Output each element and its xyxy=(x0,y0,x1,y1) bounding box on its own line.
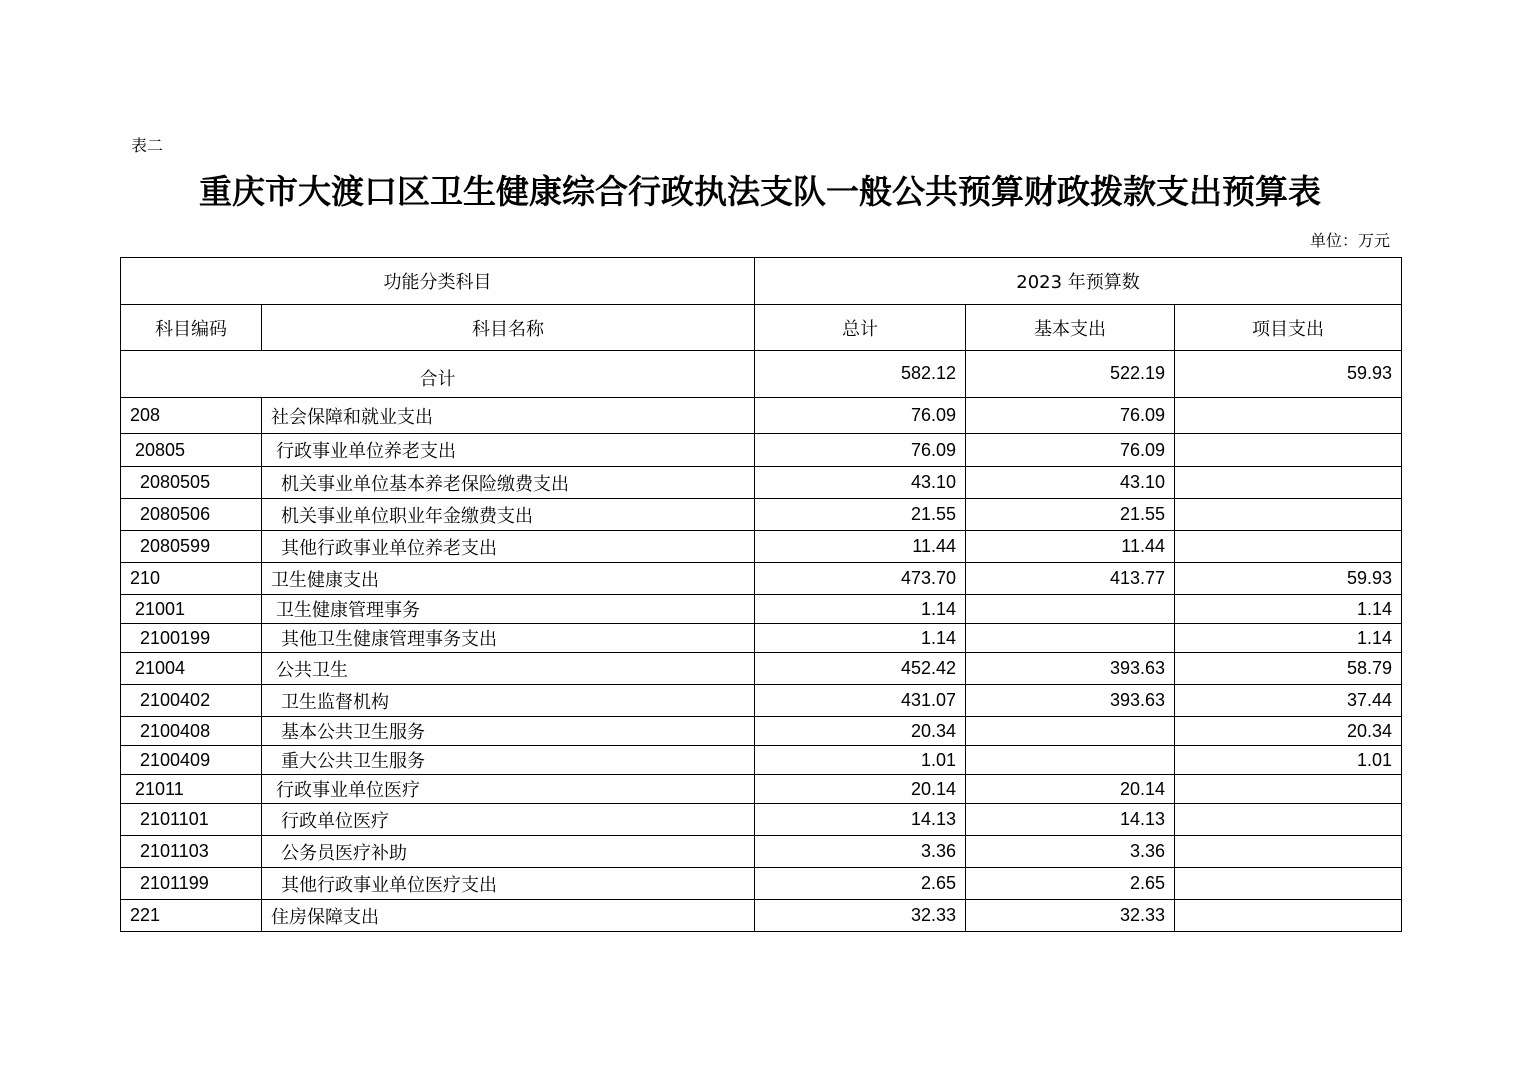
table-row xyxy=(121,804,1402,836)
cell-basic: 14.13 xyxy=(966,804,1175,836)
cell-basic xyxy=(966,717,1175,746)
cell-code: 21004 xyxy=(121,653,262,685)
cell-name: 卫生健康支出 xyxy=(262,563,755,595)
cell-basic: 11.44 xyxy=(966,531,1175,563)
cell-code: 2101101 xyxy=(121,804,262,836)
cell-code: 2080599 xyxy=(121,531,262,563)
cell-basic: 20.14 xyxy=(966,775,1175,804)
cell-basic: 76.09 xyxy=(966,434,1175,467)
cell-total: 76.09 xyxy=(755,434,966,467)
cell-name: 公务员医疗补助 xyxy=(262,836,755,868)
cell-code: 2100409 xyxy=(121,746,262,775)
cell-code: 210 xyxy=(121,563,262,595)
cell-code: 21001 xyxy=(121,595,262,624)
cell-basic: 32.33 xyxy=(966,900,1175,932)
cell-project xyxy=(1175,804,1402,836)
cell-name: 行政事业单位医疗 xyxy=(262,775,755,804)
cell-project: 58.79 xyxy=(1175,653,1402,685)
cell-code: 221 xyxy=(121,900,262,932)
cell-project: 59.93 xyxy=(1175,563,1402,595)
group-header-budget-year: 2023 年预算数 xyxy=(755,258,1402,305)
cell-basic: 413.77 xyxy=(966,563,1175,595)
table-row xyxy=(121,775,1402,804)
cell-project: 37.44 xyxy=(1175,685,1402,717)
column-header-total: 总计 xyxy=(755,305,966,351)
column-header-project: 项目支出 xyxy=(1175,305,1402,351)
cell-project: 20.34 xyxy=(1175,717,1402,746)
cell-code: 208 xyxy=(121,398,262,434)
cell-name: 卫生监督机构 xyxy=(262,685,755,717)
table-label: 表二 xyxy=(131,136,164,155)
cell-name: 其他行政事业单位养老支出 xyxy=(262,531,755,563)
cell-total: 20.34 xyxy=(755,717,966,746)
cell-name: 其他行政事业单位医疗支出 xyxy=(262,868,755,900)
table-row xyxy=(121,595,1402,624)
group-header-function-category: 功能分类科目 xyxy=(121,258,755,305)
cell-total: 1.14 xyxy=(755,595,966,624)
cell-code: 2100199 xyxy=(121,624,262,653)
cell-total: 32.33 xyxy=(755,900,966,932)
cell-name: 行政事业单位养老支出 xyxy=(262,434,755,467)
cell-code: 2101103 xyxy=(121,836,262,868)
cell-basic: 43.10 xyxy=(966,467,1175,499)
cell-project: 1.14 xyxy=(1175,595,1402,624)
cell-code: 21011 xyxy=(121,775,262,804)
cell-basic: 3.36 xyxy=(966,836,1175,868)
table-row xyxy=(121,467,1402,499)
cell-total: 20.14 xyxy=(755,775,966,804)
cell-name: 公共卫生 xyxy=(262,653,755,685)
cell-code: 20805 xyxy=(121,434,262,467)
table-row xyxy=(121,868,1402,900)
cell-total: 21.55 xyxy=(755,499,966,531)
table-row xyxy=(121,398,1402,434)
cell-basic: 76.09 xyxy=(966,398,1175,434)
cell-name: 行政单位医疗 xyxy=(262,804,755,836)
cell-total: 76.09 xyxy=(755,398,966,434)
budget-table xyxy=(120,257,1402,932)
table-row xyxy=(121,746,1402,775)
cell-project xyxy=(1175,775,1402,804)
cell-project xyxy=(1175,398,1402,434)
cell-name: 机关事业单位基本养老保险缴费支出 xyxy=(262,467,755,499)
cell-project xyxy=(1175,531,1402,563)
cell-total: 14.13 xyxy=(755,804,966,836)
column-header-code: 科目编码 xyxy=(121,305,262,351)
table-row xyxy=(121,836,1402,868)
cell-project xyxy=(1175,499,1402,531)
cell-code: 2080505 xyxy=(121,467,262,499)
table-row xyxy=(121,624,1402,653)
cell-basic: 21.55 xyxy=(966,499,1175,531)
cell-project xyxy=(1175,434,1402,467)
cell-basic xyxy=(966,624,1175,653)
table-row xyxy=(121,499,1402,531)
column-header-basic: 基本支出 xyxy=(966,305,1175,351)
summary-label: 合计 xyxy=(121,351,755,398)
table-row xyxy=(121,685,1402,717)
cell-total: 43.10 xyxy=(755,467,966,499)
column-header-row xyxy=(121,305,1402,351)
cell-name: 机关事业单位职业年金缴费支出 xyxy=(262,499,755,531)
cell-total: 1.14 xyxy=(755,624,966,653)
cell-name: 重大公共卫生服务 xyxy=(262,746,755,775)
unit-label: 单位：万元 xyxy=(1309,231,1390,250)
table-row xyxy=(121,900,1402,932)
cell-name: 社会保障和就业支出 xyxy=(262,398,755,434)
cell-basic: 393.63 xyxy=(966,653,1175,685)
cell-project xyxy=(1175,467,1402,499)
summary-row xyxy=(121,351,1402,398)
cell-total: 3.36 xyxy=(755,836,966,868)
cell-total: 473.70 xyxy=(755,563,966,595)
cell-name: 卫生健康管理事务 xyxy=(262,595,755,624)
cell-total: 2.65 xyxy=(755,868,966,900)
cell-name: 其他卫生健康管理事务支出 xyxy=(262,624,755,653)
cell-project xyxy=(1175,836,1402,868)
budget-table-body xyxy=(121,258,1402,932)
cell-code: 2101199 xyxy=(121,868,262,900)
summary-basic: 522.19 xyxy=(966,351,1175,398)
summary-total: 582.12 xyxy=(755,351,966,398)
cell-project: 1.14 xyxy=(1175,624,1402,653)
cell-code: 2080506 xyxy=(121,499,262,531)
cell-basic: 2.65 xyxy=(966,868,1175,900)
summary-project: 59.93 xyxy=(1175,351,1402,398)
table-row xyxy=(121,434,1402,467)
cell-total: 452.42 xyxy=(755,653,966,685)
cell-total: 11.44 xyxy=(755,531,966,563)
cell-name: 住房保障支出 xyxy=(262,900,755,932)
cell-code: 2100408 xyxy=(121,717,262,746)
cell-name: 基本公共卫生服务 xyxy=(262,717,755,746)
cell-basic: 393.63 xyxy=(966,685,1175,717)
cell-project xyxy=(1175,900,1402,932)
cell-basic xyxy=(966,746,1175,775)
page-title: 重庆市大渡口区卫生健康综合行政执法支队一般公共预算财政拨款支出预算表 xyxy=(199,172,1321,211)
cell-code: 2100402 xyxy=(121,685,262,717)
group-header-row xyxy=(121,258,1402,305)
cell-project: 1.01 xyxy=(1175,746,1402,775)
cell-total: 431.07 xyxy=(755,685,966,717)
cell-total: 1.01 xyxy=(755,746,966,775)
cell-project xyxy=(1175,868,1402,900)
table-row xyxy=(121,531,1402,563)
table-row xyxy=(121,717,1402,746)
cell-basic xyxy=(966,595,1175,624)
column-header-name: 科目名称 xyxy=(262,305,755,351)
table-row xyxy=(121,653,1402,685)
table-row xyxy=(121,563,1402,595)
